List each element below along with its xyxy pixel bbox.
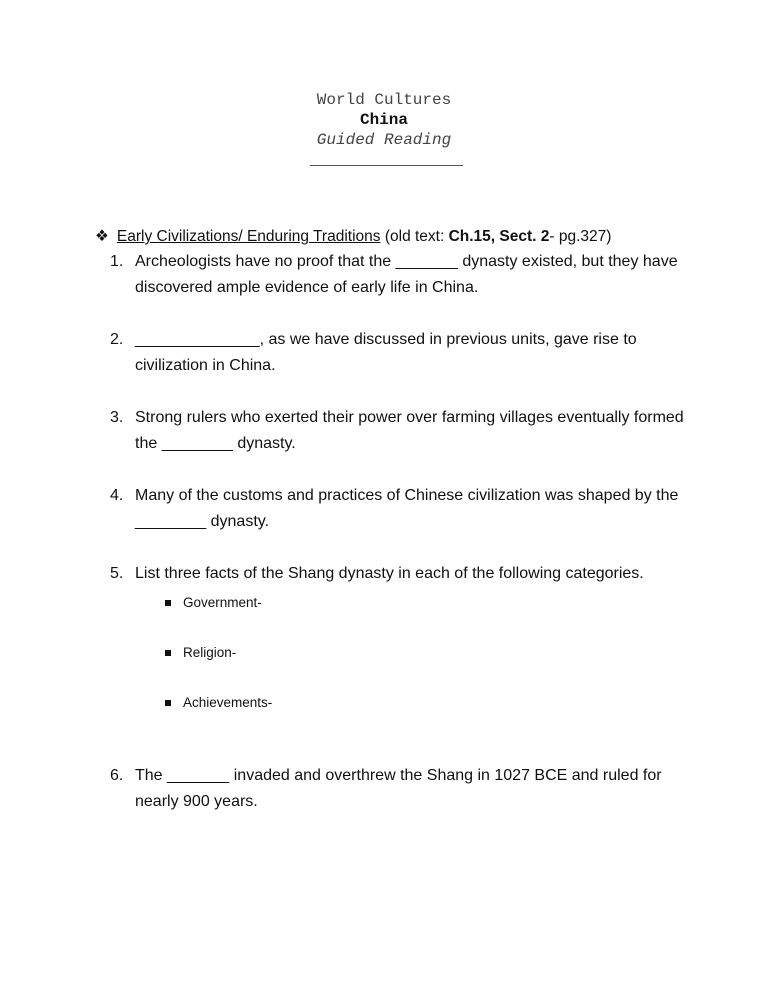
question-text: Strong rulers who exerted their power over farming villages eventually formed the ________ dynasty. [135,409,684,452]
section-note-prefix: (old text: [384,228,449,245]
question-number: 1. [110,253,124,270]
question-number: 6. [110,767,124,784]
question-number: 4. [110,487,124,504]
question-text: List three facts of the Shang dynasty in each of the following categories. [135,565,644,582]
section-heading [95,227,611,246]
question-number: 3. [110,409,124,426]
question-number: 5. [110,565,124,582]
square-bullet-icon [165,700,171,706]
question-number: 2. [110,331,124,348]
question-text: The _______ invaded and overthrew the Shang in 1027 BCE and ruled for nearly 900 years. [135,767,662,810]
section-note-ref: Ch.15, Sect. 2 [448,228,550,245]
category-item [165,595,262,610]
question-4 [110,483,690,535]
category-label: Government- [183,595,262,610]
course-title: World Cultures [316,91,452,109]
square-bullet-icon [165,600,171,606]
question-text: ______________, as we have discussed in previous units, gave rise to civilization in China. [135,331,637,374]
question-1 [110,249,690,301]
section-title: Early Civilizations/ Enduring Traditions [116,228,381,245]
subtitle: Guided Reading [316,131,452,149]
name-line [310,165,463,166]
diamond-bullet-icon: ❖ [95,228,109,245]
category-label: Religion- [183,645,237,660]
unit-title: China [359,111,408,129]
square-bullet-icon [165,650,171,656]
question-5 [110,561,730,587]
question-3 [110,405,690,457]
category-label: Achievements- [183,695,273,710]
question-text: Many of the customs and practices of Chinese civilization was shaped by the ________ dynasty. [135,487,679,530]
question-6 [110,763,690,815]
category-item [165,645,236,660]
question-text: Archeologists have no proof that the _______ dynasty existed, but they have discovered ample evidence of early life in China. [135,253,678,296]
section-note-suffix: - pg.327) [549,228,612,245]
category-item [165,695,272,710]
question-2 [110,327,690,379]
